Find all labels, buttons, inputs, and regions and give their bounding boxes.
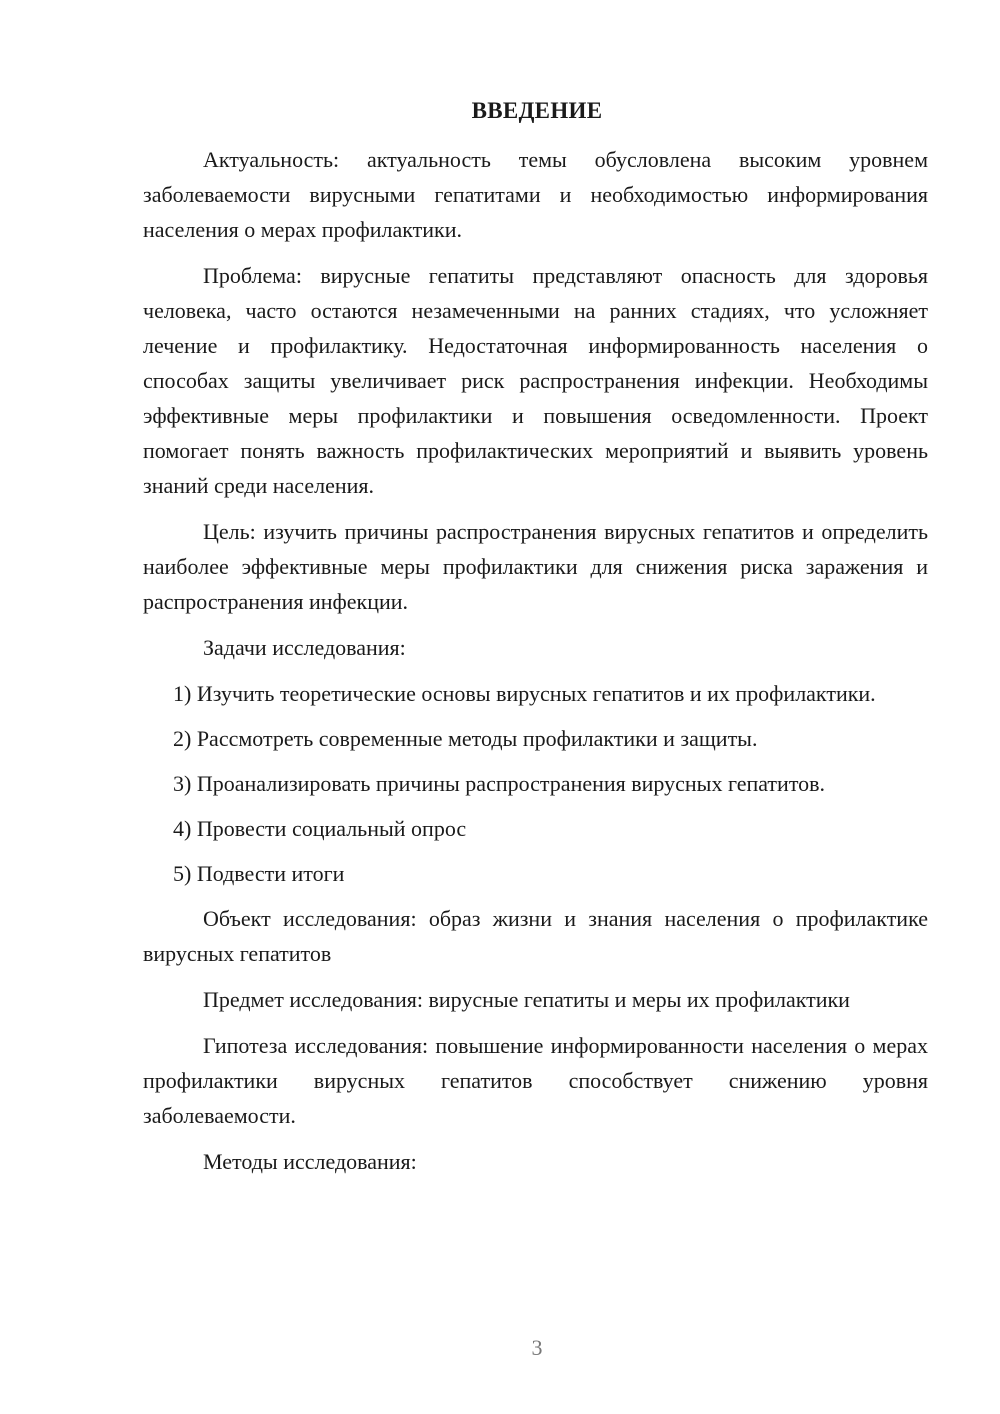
hypothesis-paragraph: Гипотеза исследования: повышение информированности населения о мерах профилактики вирусных гепатитов способствует снижению уровня заболеваемости. — [143, 1033, 928, 1128]
page-number: 3 — [531, 1335, 543, 1360]
task-item-3: 3) Проанализировать причины распространения вирусных гепатитов. — [173, 771, 826, 796]
subject-paragraph: Предмет исследования: вирусные гепатиты и меры их профилактики — [203, 987, 850, 1012]
problem-paragraph: Проблема: вирусные гепатиты представляют опасность для здоровья человека, часто остаются незамеченными на ранних стадиях, что усложняет лечение и профилактику. Недостаточная информированность населения о способах защиты увеличивает риск распространения инфекции. Необходимы эффективные меры профилактики и повышения осведомленности. Проект помогает понять важность профилактических мероприятий и выявить уровень знаний среди населения. — [143, 263, 928, 498]
object-paragraph: Объект исследования: образ жизни и знания населения о профилактике вирусных гепатитов — [143, 906, 928, 966]
relevance-paragraph: Актуальность: актуальность темы обусловлена высоким уровнем заболеваемости вирусными гепатитами и необходимостью информирования населения о мерах профилактики. — [143, 147, 928, 242]
task-item-1: 1) Изучить теоретические основы вирусных гепатитов и их профилактики. — [173, 681, 876, 706]
task-item-5: 5) Подвести итоги — [173, 861, 345, 886]
document-body — [143, 142, 928, 1190]
section-heading: ВВЕДЕНИЕ — [471, 98, 603, 123]
goal-paragraph: Цель: изучить причины распространения вирусных гепатитов и определить наиболее эффективные меры профилактики для снижения риска заражения и распространения инфекции. — [143, 519, 928, 614]
task-item-2: 2) Рассмотреть современные методы профилактики и защиты. — [173, 726, 758, 751]
tasks-title: Задачи исследования: — [203, 635, 406, 660]
methods-title: Методы исследования: — [203, 1149, 417, 1174]
task-item-4: 4) Провести социальный опрос — [173, 816, 467, 841]
tasks-list — [143, 676, 928, 891]
